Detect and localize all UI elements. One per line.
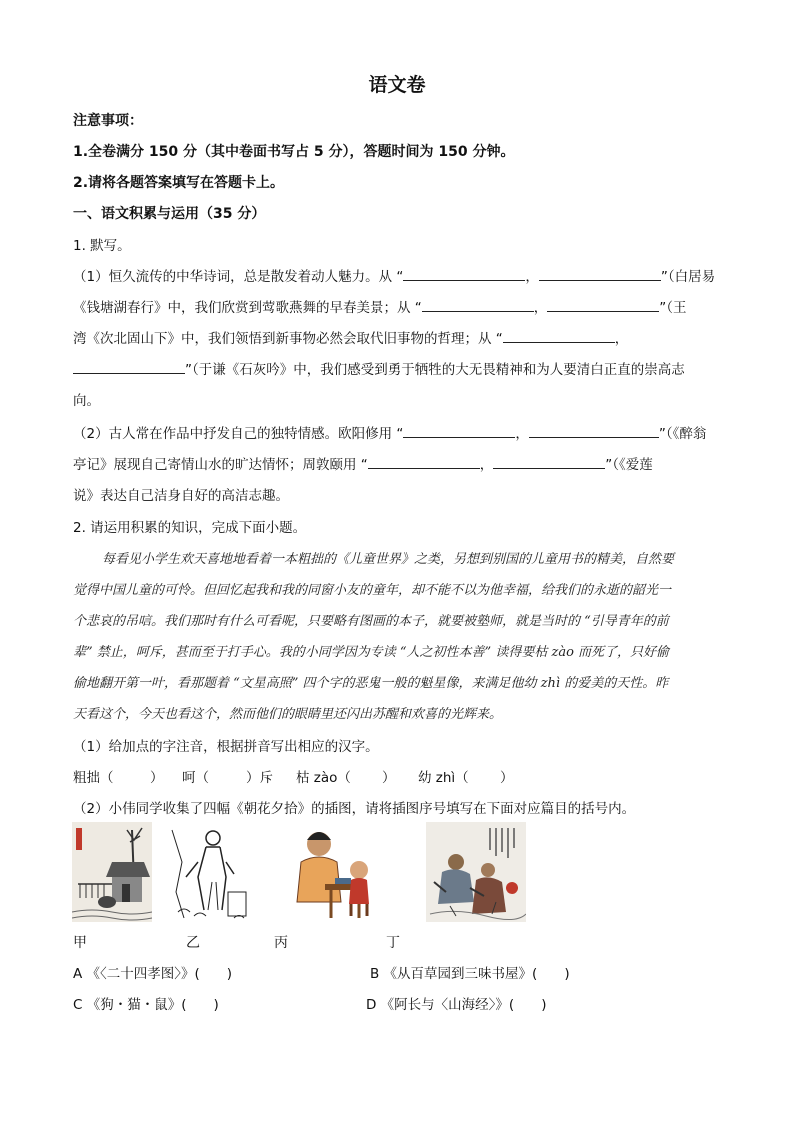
q1-part1-line1 <box>73 265 715 285</box>
notes-item-2: 2.请将各题答案填写在答题卡上。 <box>73 175 285 191</box>
q1-title: 1. 默写。 <box>73 238 131 254</box>
illustration-yi <box>168 822 250 922</box>
q1-text: 《钱塘湖春行》中，我们欣赏到莺歌燕舞的早春美景；从 “ <box>73 300 422 316</box>
passage-line-1: 每看见小学生欢天喜地地看着一本粗拙的《儿童世界》之类，另想到别国的儿童用书的精美，自然要 <box>102 552 675 567</box>
illustration-label-jia: 甲 <box>73 935 87 951</box>
q1-text: ， <box>533 300 548 316</box>
q1-part1-line5: 向。 <box>73 393 100 409</box>
answer-blank[interactable] <box>539 268 661 281</box>
q2-title: 2. 请运用积累的知识，完成下面小题。 <box>73 520 307 536</box>
option-c: C 《狗・猫・鼠》( ) <box>73 997 219 1013</box>
passage-line-6: 天看这个，今天也看这个，然而他们的眼睛里还闪出苏醒和欢喜的光辉来。 <box>73 707 503 722</box>
answer-blank[interactable] <box>547 299 659 312</box>
q1-text: ”（《爱莲 <box>605 457 653 473</box>
answer-blank[interactable] <box>368 456 480 469</box>
pinyin-item-3-end: ） <box>382 770 396 786</box>
q1-part2-line3: 说》表达自己洁身自好的高洁志趣。 <box>73 488 289 504</box>
passage-line-5: 偷地翻开第一叶，看那题着 “文星高照” 四个字的恶鬼一般的魁星像，来满足他幼 zhì 的爱美的天性。昨 <box>73 676 669 691</box>
pinyin-item-4: 幼 zhì（ <box>418 770 469 786</box>
answer-blank[interactable] <box>403 268 525 281</box>
passage-line-3: 个悲哀的吊唁。我们那时有什么可看呢，只要略有图画的本子，就要被塾师，就是当时的 “引导青年的前 <box>73 614 669 629</box>
illustration-label-bing: 丙 <box>274 935 288 951</box>
pinyin-item-3: 枯 zào（ <box>296 770 351 786</box>
q1-part1-line3 <box>73 327 628 347</box>
notes-heading: 注意事项： <box>73 113 143 129</box>
illustration-label-ding: 丁 <box>386 935 400 951</box>
passage-line-4: 辈” 禁止，呵斥，甚而至于打手心。我的小同学因为专读 “人之初性本善” 读得要枯 zào 而死了，只好偷 <box>73 645 670 660</box>
q1-text: ”（白居易 <box>660 269 716 285</box>
page-title: 语文卷 <box>368 74 426 96</box>
q1-part1-line2 <box>73 296 687 316</box>
q1-text: ， <box>525 269 539 285</box>
option-a: A 《〈二十四孝图〉》( ) <box>73 966 233 982</box>
q1-part2-line2 <box>73 453 653 473</box>
notes-item-1: 1.全卷满分 150 分（其中卷面书写占 5 分），答题时间为 150 分钟。 <box>73 144 515 160</box>
q1-text: ， <box>515 426 529 442</box>
q1-text: （2）古人常在作品中抒发自己的独特情感。欧阳修用 “ <box>73 426 404 442</box>
section-heading: 一、语文积累与运用（35 分） <box>73 206 266 222</box>
answer-blank[interactable] <box>529 425 659 438</box>
q2-sub1: （1）给加点的字注音，根据拼音写出相应的汉字。 <box>73 739 379 755</box>
pinyin-item-2-end: ）斥 <box>246 770 273 786</box>
q1-part1-line4 <box>73 358 685 378</box>
illustration-ding <box>426 822 526 922</box>
illustration-jia <box>72 822 152 922</box>
option-b: B 《从百草园到三味书屋》( ) <box>370 966 570 982</box>
answer-blank[interactable] <box>422 299 534 312</box>
q1-text: ”（于谦《石灰吟》中，我们感受到勇于牺牲的大无畏精神和为人要清白正直的崇高志 <box>185 362 685 378</box>
q1-text: 湾《次北固山下》中，我们领悟到新事物必然会取代旧事物的哲理；从 “ <box>73 331 503 347</box>
answer-blank[interactable] <box>493 456 605 469</box>
pinyin-item-1-end: ） <box>150 770 164 786</box>
q1-text: ， <box>614 331 629 347</box>
pinyin-item-1 <box>73 766 114 786</box>
q2-sub2: （2）小伟同学收集了四幅《朝花夕拾》的插图，请将插图序号填写在下面对应篇目的括号内。 <box>73 801 636 817</box>
passage-line-2: 觉得中国儿童的可怜。但回忆起我和我的同窗小友的童年，却不能不以为他幸福，给我们的永逝的韶光一 <box>73 583 672 598</box>
q1-text: （1）恒久流传的中华诗词，总是散发着动人魅力。从 “ <box>73 269 404 285</box>
option-d: D 《阿长与〈山海经〉》( ) <box>366 997 547 1013</box>
q1-text: 亭记》展现自己寄情山水的旷达情怀；周敦颐用 “ <box>73 457 368 473</box>
pinyin-item-4-end: ） <box>500 770 514 786</box>
pinyin-word: 粗拙（ <box>73 770 114 786</box>
q1-part2-line1 <box>73 422 706 442</box>
pinyin-item-2: 呵（ <box>182 770 209 786</box>
answer-blank[interactable] <box>73 361 185 374</box>
q1-text: ”（王 <box>659 300 687 316</box>
illustration-bing <box>295 822 375 922</box>
answer-blank[interactable] <box>503 330 615 343</box>
q1-text: ， <box>479 457 494 473</box>
answer-blank[interactable] <box>403 425 515 438</box>
illustration-label-yi: 乙 <box>186 935 200 951</box>
q1-text: ”（《醉翁 <box>658 426 707 442</box>
